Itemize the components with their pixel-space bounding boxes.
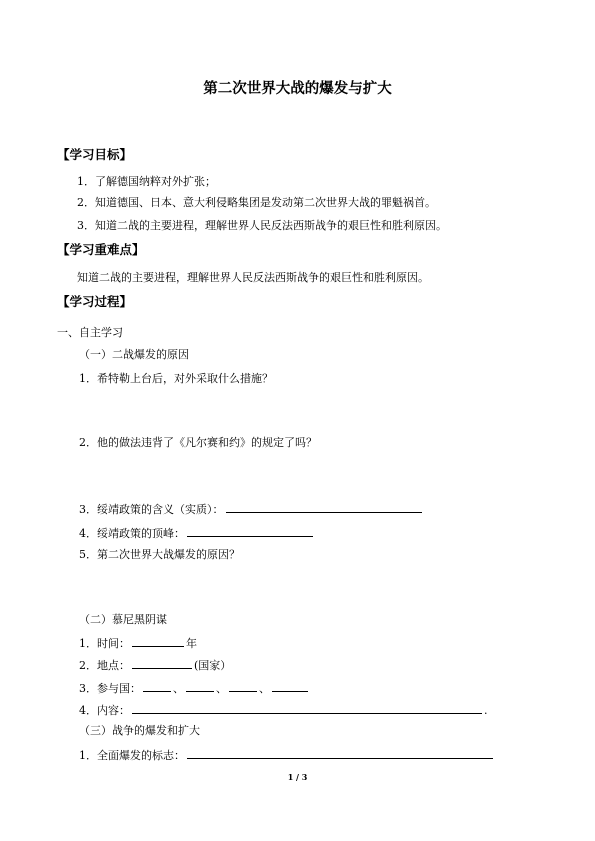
munich-place bbox=[79, 658, 231, 673]
goal-item-1: 1．了解德国纳粹对外扩张； bbox=[77, 175, 216, 188]
participant-blank-4[interactable] bbox=[272, 681, 308, 692]
munich-place-suffix: (国家） bbox=[194, 659, 232, 672]
question-5: 5．第二次世界大战爆发的原因？ bbox=[79, 548, 240, 561]
munich-participants-label: 3．参与国： bbox=[79, 682, 141, 695]
munich-content-suffix: . bbox=[484, 704, 488, 717]
question-3 bbox=[79, 502, 424, 517]
page-title: 第二次世界大战的爆发与扩大 bbox=[203, 81, 392, 97]
subsection-causes: （一）二战爆发的原因 bbox=[79, 348, 189, 361]
subsection-outbreak: （三）战争的爆发和扩大 bbox=[79, 724, 200, 737]
goal-item-2: 2．知道德国、日本、意大利侵略集团是发动第二次世界大战的罪魁祸首。 bbox=[77, 196, 436, 209]
munich-content-blank[interactable] bbox=[132, 703, 482, 714]
key-points-text: 知道二战的主要进程，理解世界人民反法西斯战争的艰巨性和胜利原因。 bbox=[77, 271, 429, 284]
part-self-study: 一、自主学习 bbox=[57, 326, 123, 339]
participant-blank-2[interactable] bbox=[186, 681, 214, 692]
question-4 bbox=[79, 526, 315, 541]
outbreak-sign bbox=[79, 748, 495, 763]
participant-separator: 、 bbox=[173, 682, 184, 695]
munich-content bbox=[79, 703, 488, 718]
outbreak-sign-label: 1．全面爆发的标志： bbox=[79, 749, 185, 762]
question-3-label: 3．绥靖政策的含义（实质）： bbox=[79, 503, 224, 516]
munich-content-label: 4．内容： bbox=[79, 704, 130, 717]
munich-time-suffix: 年 bbox=[186, 637, 197, 650]
munich-place-label: 2．地点： bbox=[79, 659, 130, 672]
munich-time-blank[interactable] bbox=[132, 636, 184, 647]
munich-participants bbox=[79, 681, 310, 696]
munich-time-label: 1．时间： bbox=[79, 637, 130, 650]
subsection-munich: （二）慕尼黑阴谋 bbox=[79, 613, 167, 626]
process-heading: 【学习过程】 bbox=[57, 294, 133, 309]
munich-time bbox=[79, 636, 197, 651]
page-number: 1 / 3 bbox=[287, 772, 308, 782]
goals-heading: 【学习目标】 bbox=[57, 147, 133, 162]
question-4-label: 4．绥靖政策的顶峰： bbox=[79, 527, 185, 540]
participant-blank-1[interactable] bbox=[143, 681, 171, 692]
answer-blank-4[interactable] bbox=[187, 526, 313, 537]
goal-item-3: 3．知道二战的主要进程，理解世界人民反法西斯战争的艰巨性和胜利原因。 bbox=[77, 219, 447, 232]
participant-separator: 、 bbox=[216, 682, 227, 695]
participant-blank-3[interactable] bbox=[229, 681, 257, 692]
participant-separator: 、 bbox=[259, 682, 270, 695]
question-2: 2．他的做法违背了《凡尔赛和约》的规定了吗？ bbox=[79, 436, 317, 449]
answer-blank-3[interactable] bbox=[226, 502, 422, 513]
outbreak-sign-blank[interactable] bbox=[187, 748, 493, 759]
key-points-heading: 【学习重难点】 bbox=[57, 242, 145, 257]
question-1: 1．希特勒上台后，对外采取什么措施？ bbox=[79, 372, 273, 385]
munich-place-blank[interactable] bbox=[132, 658, 192, 669]
